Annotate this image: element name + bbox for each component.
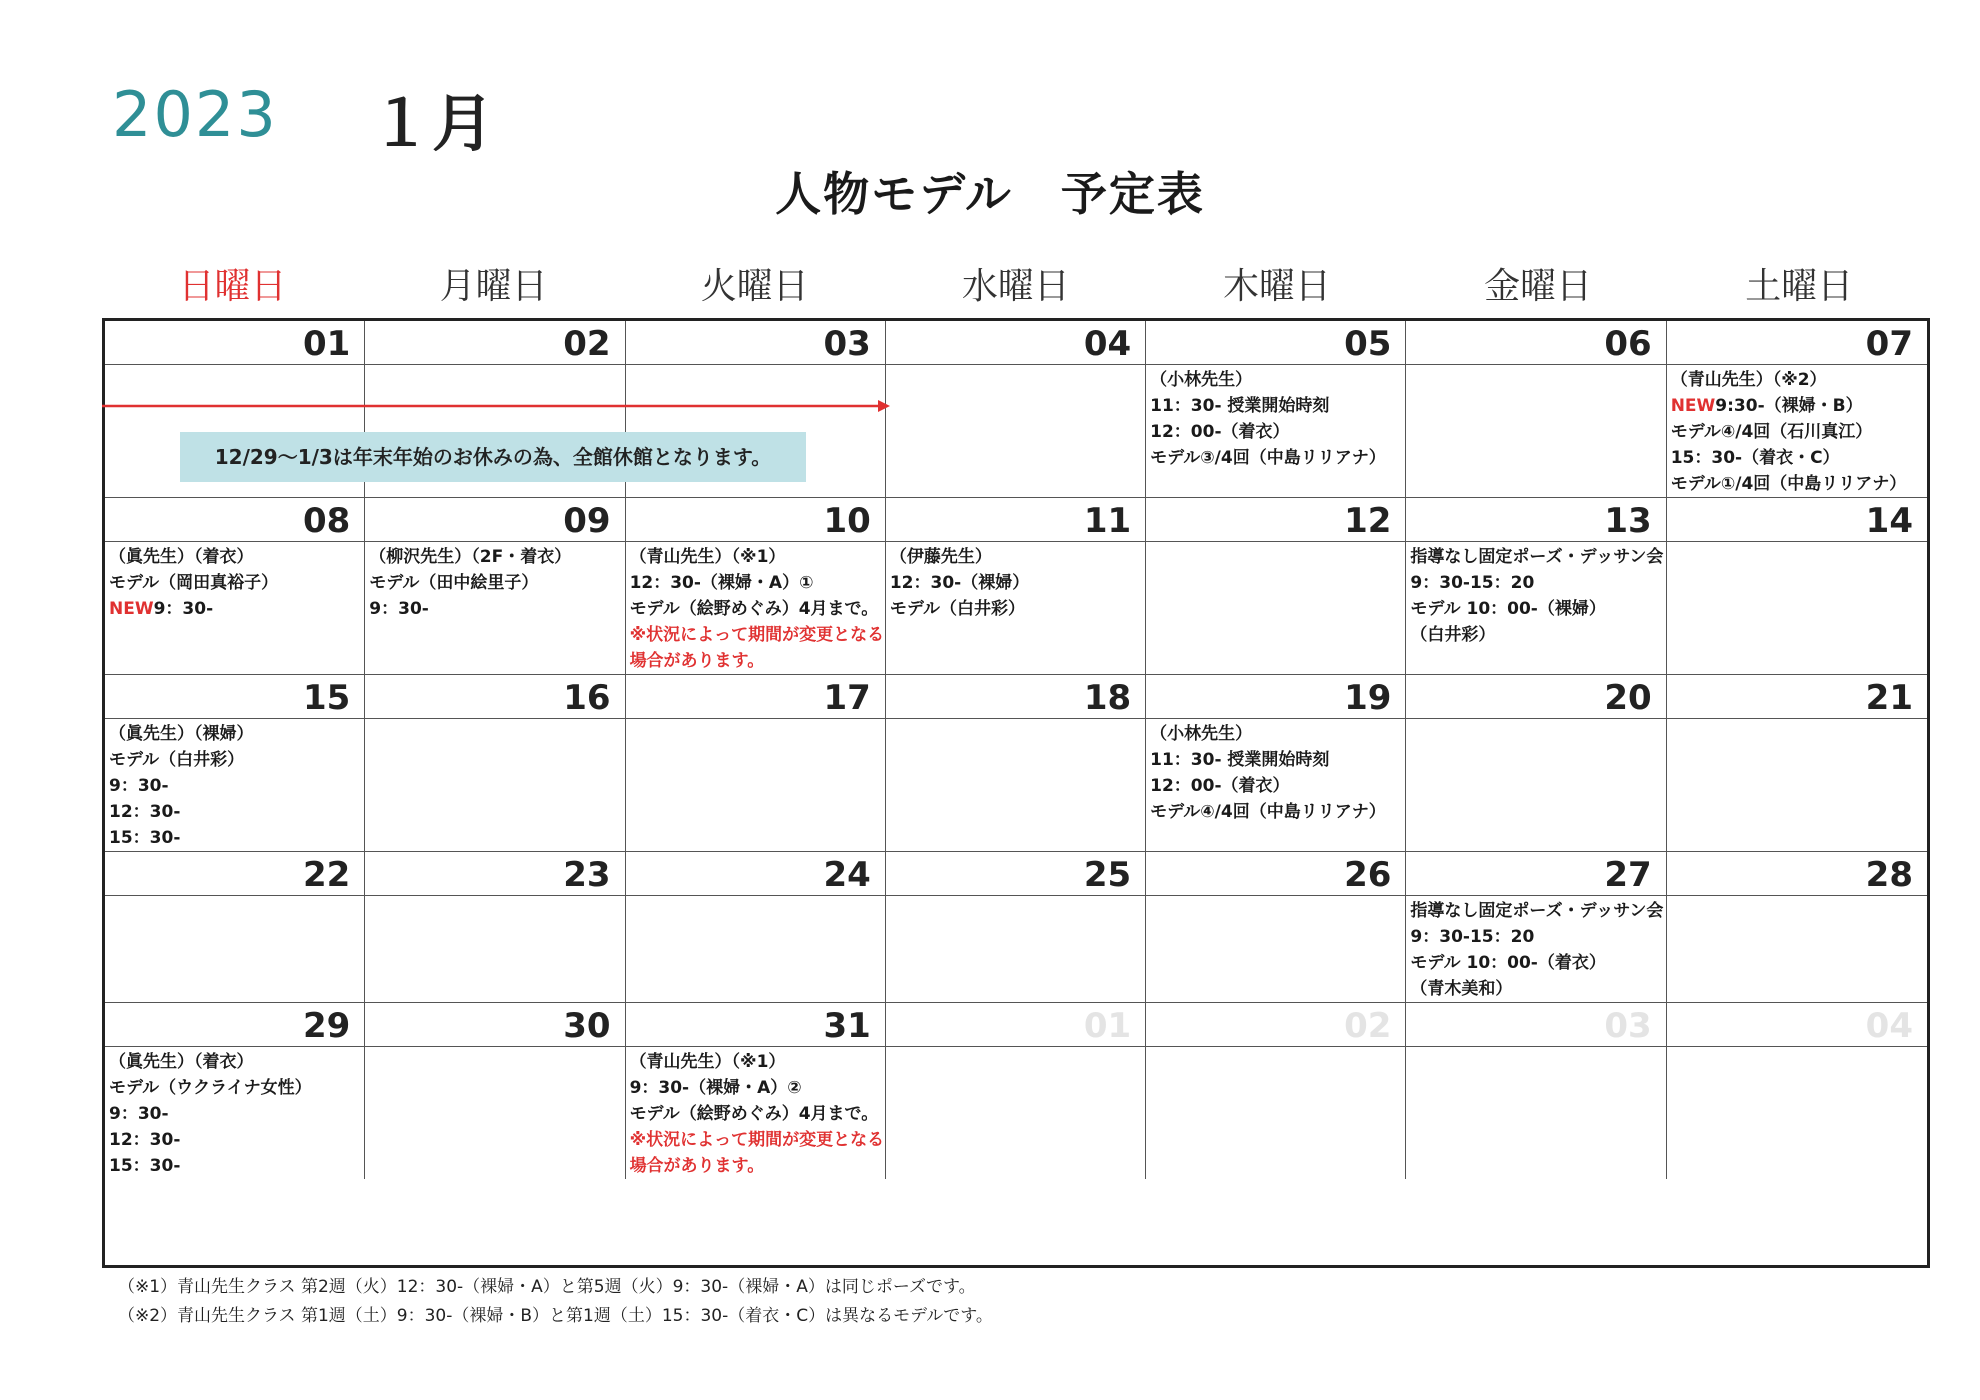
event-text: （青山先生）（※1） [629,1052,786,1072]
event-line [1150,367,1405,393]
event-text: モデル（岡田真裕子） [109,573,279,593]
event-text: モデル③/4回（中島リリアナ） [1150,448,1386,468]
day-number: 21 [1667,675,1927,719]
calendar-day-cell [626,852,886,1003]
day-events [105,542,364,622]
day-number: 16 [365,675,624,719]
event-text: 12：00-（着衣） [1150,422,1290,442]
calendar-day-cell [1146,852,1406,1003]
event-text: モデル（白井彩） [889,599,1025,619]
day-events [1667,719,1927,721]
event-text: モデル①/4回（中島リリアナ） [1670,474,1907,494]
day-events [365,1047,624,1049]
day-events [1146,1047,1405,1049]
calendar-day-cell [886,498,1146,675]
day-number: 20 [1406,675,1665,719]
calendar-day-cell [1146,321,1406,498]
day-number: 05 [1146,321,1405,365]
month-label: １月 [370,87,495,160]
event-text: 15：30- [109,828,181,848]
event-line [109,1049,364,1075]
weekday-label: 金曜日 [1484,266,1593,307]
event-line [1671,445,1927,471]
day-events [105,896,364,898]
event-text: モデル（白井彩） [109,750,245,770]
day-events [1146,542,1405,544]
calendar-day-cell [1667,852,1927,1003]
event-text: 12：30- [109,802,181,822]
day-events [105,719,364,851]
day-events [1406,719,1665,721]
calendar-day-cell [105,675,365,852]
event-line [369,544,624,570]
day-number: 04 [1667,1003,1927,1047]
event-text: モデル 10：00-（裸婦） [1410,599,1606,619]
event-line [109,1101,364,1127]
new-badge: NEW [1670,396,1716,416]
day-number: 03 [1406,1003,1665,1047]
event-line [630,648,885,674]
calendar-day-cell-next-month [1406,1003,1666,1179]
event-line [630,570,885,596]
event-line [109,1153,364,1179]
event-line [109,799,364,825]
holiday-notice: 12/29～1/3は年末年始のお休みの為、全館休館となります。 [180,432,806,482]
calendar-day-cell-next-month [1667,1003,1927,1179]
event-line [1150,799,1405,825]
day-events [626,542,885,674]
day-events [1667,365,1927,497]
event-line [630,1153,885,1179]
day-events [1146,365,1405,471]
calendar-day-cell-next-month [886,1003,1146,1179]
event-text: モデル（絵野めぐみ）4月まで。 [629,1104,879,1124]
event-text: 12：00-（着衣） [1150,776,1290,796]
event-text: ※状況によって期間が変更となる [629,1130,885,1150]
event-line [1410,596,1665,622]
event-line [369,596,624,622]
day-number: 24 [626,852,885,896]
day-events [626,719,885,721]
event-line [1671,393,1927,419]
day-events [626,365,885,367]
event-line [109,1127,364,1153]
day-number: 10 [626,498,885,542]
day-events [365,365,624,367]
event-line [630,544,885,570]
event-text: 9：30-15：20 [1410,573,1535,593]
event-line [630,1049,885,1075]
holiday-range-arrow [102,398,890,414]
day-events [626,1047,885,1179]
event-line [1410,976,1665,1002]
day-events [1667,1047,1927,1049]
day-events [105,1047,364,1179]
day-events [1667,542,1927,544]
day-number: 26 [1146,852,1405,896]
day-number: 14 [1667,498,1927,542]
day-events [886,896,1145,898]
calendar-day-cell [886,321,1146,498]
event-line [1410,622,1665,648]
event-text: 15：30-（着衣・C） [1670,448,1840,468]
calendar-day-cell [105,1003,365,1179]
day-events [1406,365,1665,367]
day-number: 12 [1146,498,1405,542]
new-badge: NEW [109,599,154,619]
calendar-day-cell [365,675,625,852]
event-line [1150,721,1405,747]
event-text: 場合があります。 [629,651,765,671]
page-title: 人物モデル 予定表 [775,167,1205,221]
event-text: （眞先生）（裸婦） [109,724,254,744]
day-number: 29 [105,1003,364,1047]
event-text: 指導なし固定ポーズ・デッサン会 [1410,547,1664,567]
event-line [109,1075,364,1101]
day-number: 27 [1406,852,1665,896]
event-line [630,1101,885,1127]
event-text: 指導なし固定ポーズ・デッサン会 [1410,901,1664,921]
event-line [630,622,885,648]
day-number: 07 [1667,321,1927,365]
weekday-label: 水曜日 [961,266,1070,307]
event-line [890,596,1145,622]
day-number: 18 [886,675,1145,719]
weekday-label: 土曜日 [1745,266,1854,307]
event-text: 12：30- [109,1130,181,1150]
weekday-label: 日曜日 [178,266,287,307]
weekday-header-row [102,258,1930,316]
calendar-day-cell [365,1003,625,1179]
day-events [365,542,624,622]
day-number: 17 [626,675,885,719]
event-line [1410,950,1665,976]
day-events [886,719,1145,721]
event-text: モデル（田中絵里子） [369,573,539,593]
event-text: 9：30-（裸婦・A）② [629,1078,802,1098]
event-line [890,544,1145,570]
event-text: 15：30- [109,1156,181,1176]
day-number: 04 [886,321,1145,365]
event-line [1410,544,1665,570]
day-events [1406,542,1665,648]
event-text: モデル（絵野めぐみ）4月まで。 [629,599,879,619]
calendar-day-cell [365,498,625,675]
event-text: モデル④/4回（石川真江） [1670,422,1873,442]
event-text: （眞先生）（着衣） [109,1052,254,1072]
event-line [630,1075,885,1101]
day-number: 23 [365,852,624,896]
event-text: 場合があります。 [629,1156,765,1176]
footnote-1: （※1）青山先生クラス 第2週（火）12：30-（裸婦・A）と第5週（火）9：30-（裸婦・A）は同じポーズです。 [118,1277,976,1297]
event-text: （青木美和） [1410,979,1513,999]
calendar-day-cell [365,852,625,1003]
event-line [1410,570,1665,596]
weekday-label: 木曜日 [1223,266,1332,307]
event-line [1150,419,1405,445]
calendar-day-cell [1667,321,1927,498]
footnotes [118,1273,993,1331]
calendar-day-cell [886,852,1146,1003]
calendar-day-cell [626,675,886,852]
day-number: 31 [626,1003,885,1047]
day-events [886,1047,1145,1049]
day-number: 25 [886,852,1145,896]
year-label: 2023 [112,78,278,151]
calendar-day-cell [1406,852,1666,1003]
calendar-day-cell [1406,321,1666,498]
event-text: 12：30-（裸婦） [889,573,1030,593]
day-events [626,896,885,898]
calendar-day-cell [1146,675,1406,852]
event-text: （白井彩） [1410,625,1496,645]
event-line [1410,924,1665,950]
event-text: （伊藤先生） [889,547,992,567]
day-events [365,896,624,898]
event-line [109,747,364,773]
day-number: 02 [365,321,624,365]
calendar-day-cell [886,675,1146,852]
event-text: 9：30- [109,776,169,796]
event-line [1150,393,1405,419]
event-line [1150,747,1405,773]
calendar-day-cell [1146,498,1406,675]
day-number: 08 [105,498,364,542]
event-text: 9：30- [153,599,214,619]
day-events [1146,719,1405,825]
event-text: （小林先生） [1150,370,1253,390]
event-text: 11：30- 授業開始時刻 [1150,396,1330,416]
event-text: ※状況によって期間が変更となる [629,625,885,645]
calendar-day-cell [105,498,365,675]
day-events [1406,896,1665,1002]
calendar-day-cell-next-month [1146,1003,1406,1179]
event-line [109,825,364,851]
event-line [1150,773,1405,799]
event-line [109,773,364,799]
day-events [886,365,1145,367]
day-number: 22 [105,852,364,896]
event-line [1671,367,1927,393]
weekday-label: 火曜日 [700,266,809,307]
event-line [630,596,885,622]
calendar-day-cell [105,852,365,1003]
day-number: 15 [105,675,364,719]
day-number: 19 [1146,675,1405,719]
day-number: 02 [1146,1003,1405,1047]
event-text: 9：30-15：20 [1410,927,1535,947]
event-line [1671,419,1927,445]
day-number: 28 [1667,852,1927,896]
calendar-day-cell [1406,498,1666,675]
day-number: 30 [365,1003,624,1047]
event-line [1410,898,1665,924]
day-number: 01 [886,1003,1145,1047]
arrow-head [878,400,890,412]
event-text: 11：30- 授業開始時刻 [1150,750,1330,770]
event-text: （青山先生）（※1） [629,547,786,567]
day-events [886,542,1145,622]
day-number: 11 [886,498,1145,542]
event-text: 9：30- [369,599,429,619]
event-text: モデル（ウクライナ女性） [109,1078,312,1098]
event-line [630,1127,885,1153]
calendar-day-cell [1667,675,1927,852]
event-text: モデル④/4回（中島リリアナ） [1150,802,1386,822]
footnote-2: （※2）青山先生クラス 第1週（土）9：30-（裸婦・B）と第1週（土）15：30-（着衣・C）は異なるモデルです。 [118,1306,993,1326]
day-number: 03 [626,321,885,365]
weekday-label: 月曜日 [439,266,548,307]
day-events [1146,896,1405,898]
calendar-day-cell [626,498,886,675]
event-line [109,570,364,596]
calendar-day-cell [1667,498,1927,675]
calendar-day-cell [626,1003,886,1179]
calendar-day-cell [1406,675,1666,852]
event-line [109,544,364,570]
day-events [1406,1047,1665,1049]
day-number: 09 [365,498,624,542]
day-events [365,719,624,721]
day-events [1667,896,1927,898]
event-text: 9：30- [109,1104,169,1124]
event-text: モデル 10：00-（着衣） [1410,953,1606,973]
day-number: 01 [105,321,364,365]
event-line [1671,471,1927,497]
event-line [109,596,364,622]
event-text: （柳沢先生）（2F・着衣） [369,547,572,567]
day-events [105,365,364,367]
event-line [369,570,624,596]
event-line [890,570,1145,596]
event-text: （青山先生）（※2） [1670,370,1827,390]
event-text: （小林先生） [1150,724,1253,744]
event-text: 9:30-（裸婦・B） [1715,396,1863,416]
event-text: （眞先生）（着衣） [109,547,254,567]
day-number: 06 [1406,321,1665,365]
event-text: 12：30-（裸婦・A）① [629,573,814,593]
event-line [109,721,364,747]
day-number: 13 [1406,498,1665,542]
event-line [1150,445,1405,471]
